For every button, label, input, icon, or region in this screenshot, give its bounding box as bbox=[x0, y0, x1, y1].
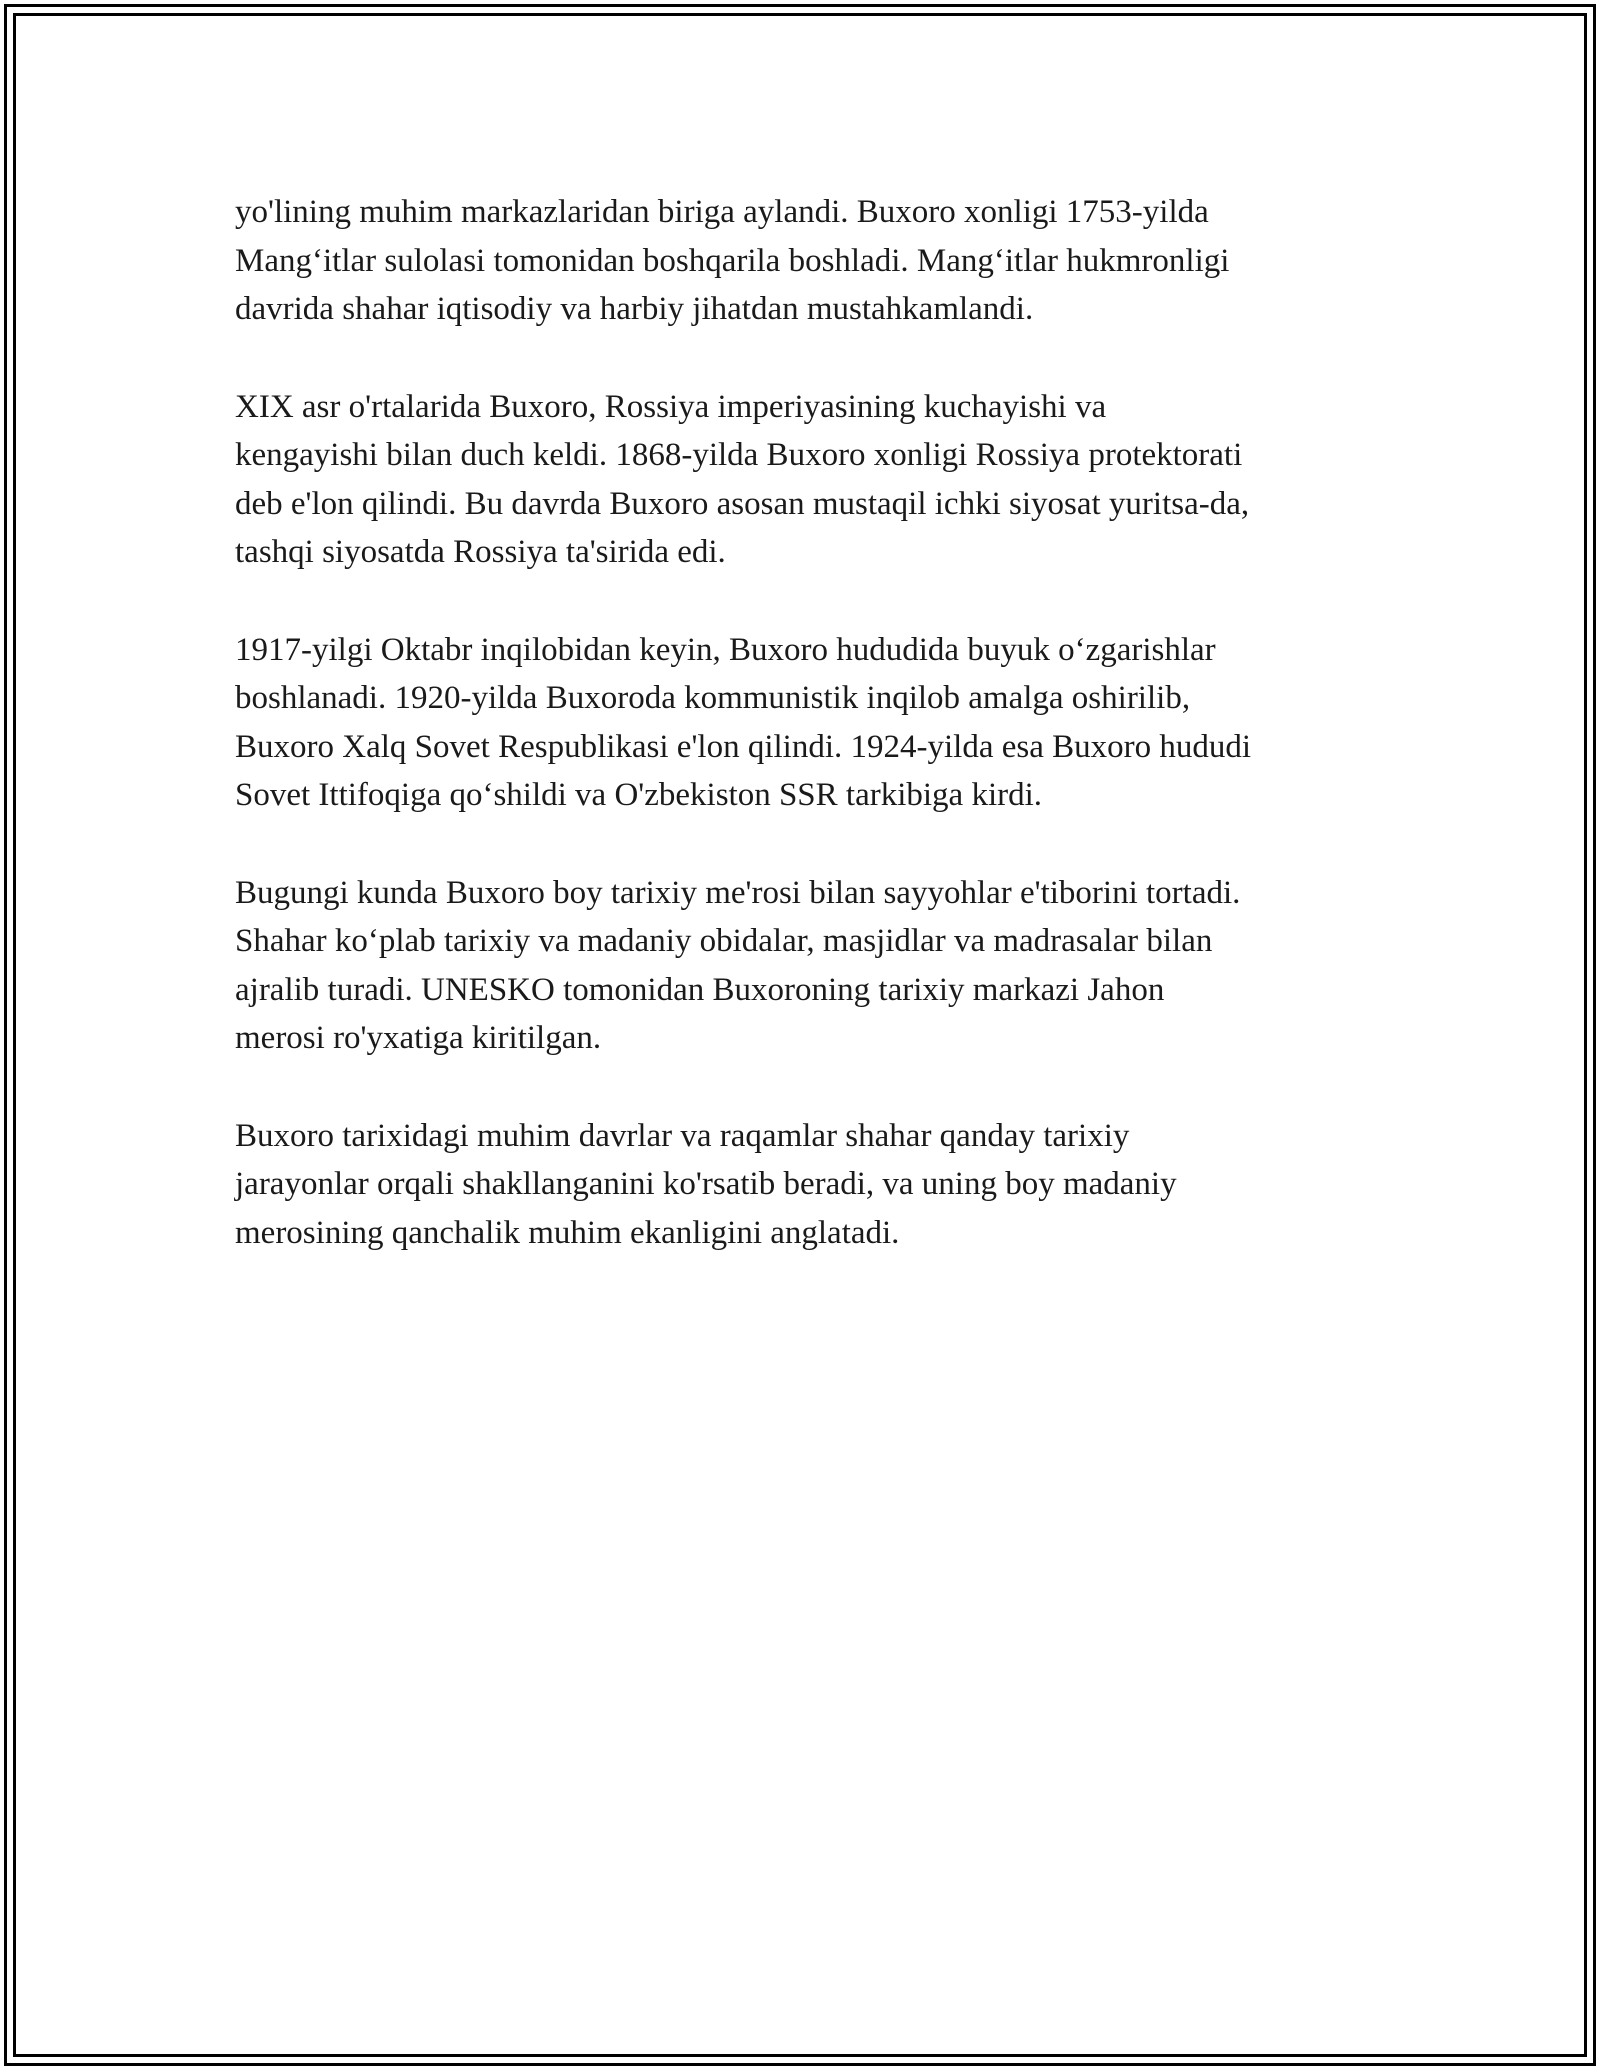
text-line: XIX asr o'rtalarida Buxoro, Rossiya imperiyasining kuchayishi va bbox=[235, 388, 1107, 425]
paragraph-4 bbox=[235, 869, 1390, 1063]
text-line: Shahar ko‘plab tarixiy va madaniy obidalar, masjidlar va madrasalar bilan bbox=[235, 923, 1213, 959]
text-line: 1917-yilgi Oktabr inqilobidan keyin, Buxoro hududida buyuk o‘zgarishlar bbox=[235, 631, 1216, 668]
text-line: Buxoro Xalq Sovet Respublikasi e'lon qilindi. 1924-yilda esa Buxoro hududi bbox=[235, 728, 1252, 765]
text-line: Bugungi kunda Buxoro boy tarixiy me'rosi bilan sayyohlar e'tiborini tortadi. bbox=[235, 874, 1241, 911]
paragraph-5 bbox=[235, 1112, 1390, 1258]
paragraph-1 bbox=[235, 188, 1390, 334]
text-line: kengayishi bilan duch keldi. 1868-yilda Buxoro xonligi Rossiya protektorati bbox=[235, 437, 1243, 473]
text-line: yo'lining muhim markazlaridan biriga aylandi. Buxoro xonligi 1753-yilda bbox=[235, 194, 1209, 230]
paragraph-2 bbox=[235, 383, 1390, 577]
document-body bbox=[235, 188, 1390, 1306]
text-line: davrida shahar iqtisodiy va harbiy jihatdan mustahkamlandi. bbox=[235, 291, 1034, 327]
text-line: merosining qanchalik muhim ekanligini anglatadi. bbox=[235, 1214, 900, 1251]
paragraph-3 bbox=[235, 626, 1390, 820]
text-line: tashqi siyosatda Rossiya ta'sirida edi. bbox=[235, 534, 726, 570]
text-line: Sovet Ittifoqiga qo‘shildi va O'zbekiston SSR tarkibiga kirdi. bbox=[235, 777, 1043, 813]
text-line: Mang‘itlar sulolasi tomonidan boshqarila boshladi. Mang‘itlar hukmronligi bbox=[235, 242, 1230, 279]
text-line: merosi ro'yxatiga kiritilgan. bbox=[235, 1020, 602, 1056]
text-line: deb e'lon qilindi. Bu davrda Buxoro asosan mustaqil ichki siyosat yuritsa-da, bbox=[235, 485, 1250, 522]
text-line: ajralib turadi. UNESKO tomonidan Buxoroning tarixiy markazi Jahon bbox=[235, 971, 1165, 1008]
text-line: jarayonlar orqali shakllanganini ko'rsatib beradi, va uning boy madaniy bbox=[235, 1166, 1177, 1202]
text-line: Buxoro tarixidagi muhim davrlar va raqamlar shahar qanday tarixiy bbox=[235, 1117, 1130, 1154]
text-line: boshlanadi. 1920-yilda Buxoroda kommunistik inqilob amalga oshirilib, bbox=[235, 680, 1191, 716]
